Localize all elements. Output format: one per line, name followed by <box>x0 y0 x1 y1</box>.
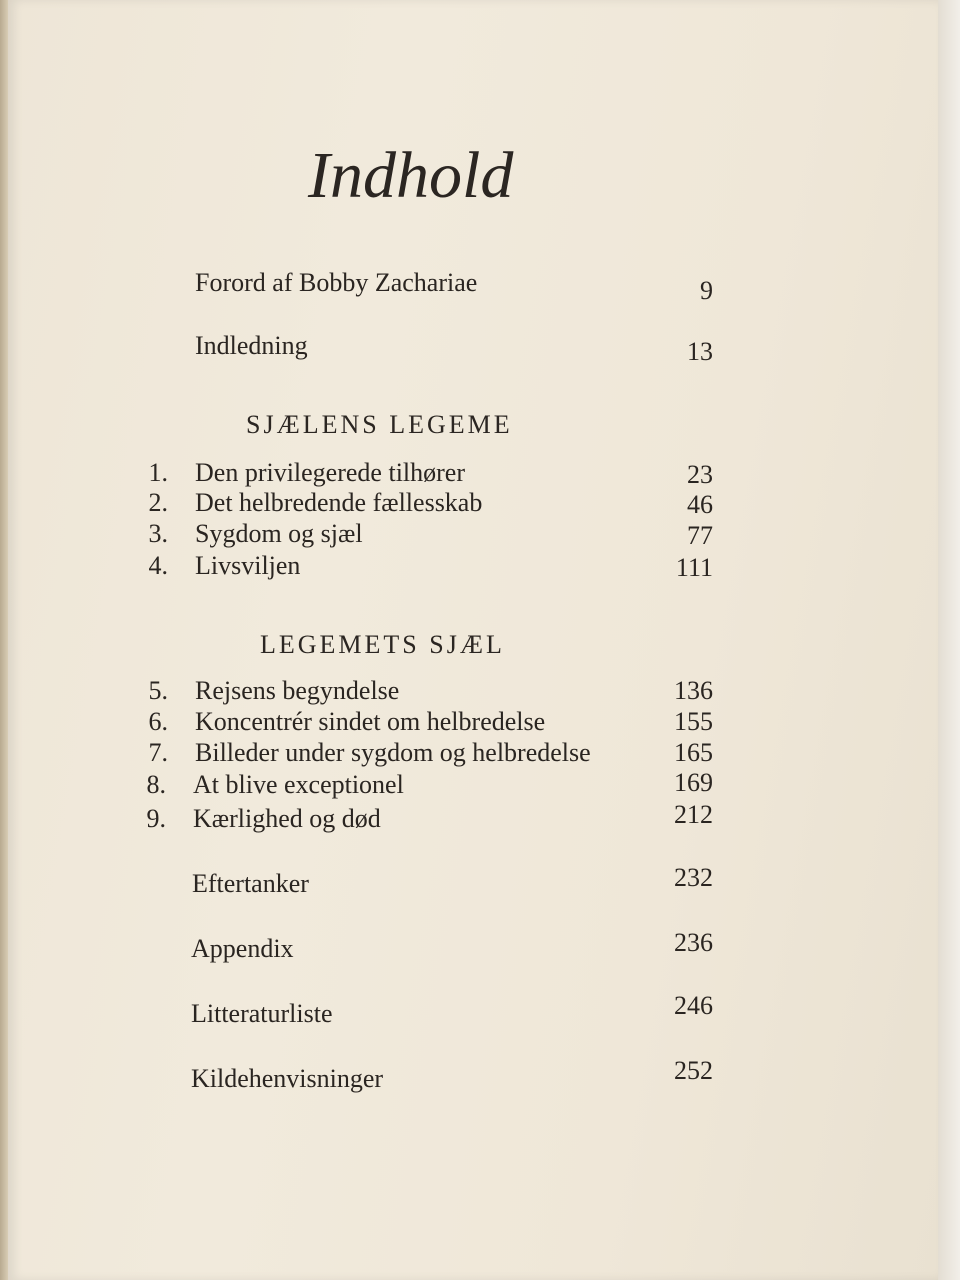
chapter-label: Den privilegerede tilhører <box>195 458 465 487</box>
book-page <box>8 0 938 1280</box>
chapter-page: 169 <box>674 768 713 797</box>
toc-entry-label: Eftertanker <box>192 869 309 898</box>
chapter-page: 165 <box>674 738 713 767</box>
chapter-label: Sygdom og sjæl <box>195 519 363 548</box>
chapter-number: 2. <box>148 488 168 517</box>
toc-entry-page: 13 <box>687 337 713 366</box>
chapter-number: 7. <box>148 738 168 767</box>
toc-entry-label: Forord af Bobby Zachariae <box>195 268 478 297</box>
chapter-label: Billeder under sygdom og helbredelse <box>195 738 591 767</box>
section-heading-2: LEGEMETS SJÆL <box>260 630 505 659</box>
chapter-page: 136 <box>674 676 713 705</box>
toc-entry-label: Litteraturliste <box>191 999 333 1028</box>
chapter-page: 23 <box>687 460 713 489</box>
section-heading-1: SJÆLENS LEGEME <box>246 410 513 439</box>
chapter-number: 3. <box>148 519 168 548</box>
chapter-label: Det helbredende fællesskab <box>195 488 483 517</box>
toc-entry-page: 9 <box>700 276 713 305</box>
chapter-number: 6. <box>148 707 168 736</box>
chapter-number: 9. <box>146 804 166 833</box>
chapter-label: At blive exceptionel <box>193 770 404 799</box>
chapter-page: 111 <box>675 553 713 582</box>
chapter-page: 212 <box>674 800 713 829</box>
chapter-label: Livsviljen <box>195 551 301 580</box>
toc-entry-label: Indledning <box>195 331 308 360</box>
chapter-number: 8. <box>146 770 166 799</box>
chapter-label: Kærlighed og død <box>193 804 381 833</box>
page-title: Indhold <box>308 139 514 212</box>
chapter-number: 4. <box>148 551 168 580</box>
chapter-label: Koncentrér sindet om helbredelse <box>195 707 546 736</box>
chapter-page: 155 <box>674 707 713 736</box>
toc-entry-page: 252 <box>674 1056 713 1085</box>
chapter-number: 1. <box>148 458 168 487</box>
chapter-label: Rejsens begyndelse <box>195 676 400 705</box>
toc-entry-page: 236 <box>674 928 713 957</box>
toc-entry-page: 232 <box>674 863 713 892</box>
toc-entry-label: Appendix <box>191 934 294 963</box>
toc-entry-page: 246 <box>674 991 713 1020</box>
chapter-page: 77 <box>687 521 713 550</box>
toc-entry-label: Kildehenvisninger <box>191 1064 384 1093</box>
background-surface <box>938 0 960 1280</box>
chapter-page: 46 <box>687 490 713 519</box>
book-spine-edge <box>0 0 8 1280</box>
chapter-number: 5. <box>148 676 168 705</box>
